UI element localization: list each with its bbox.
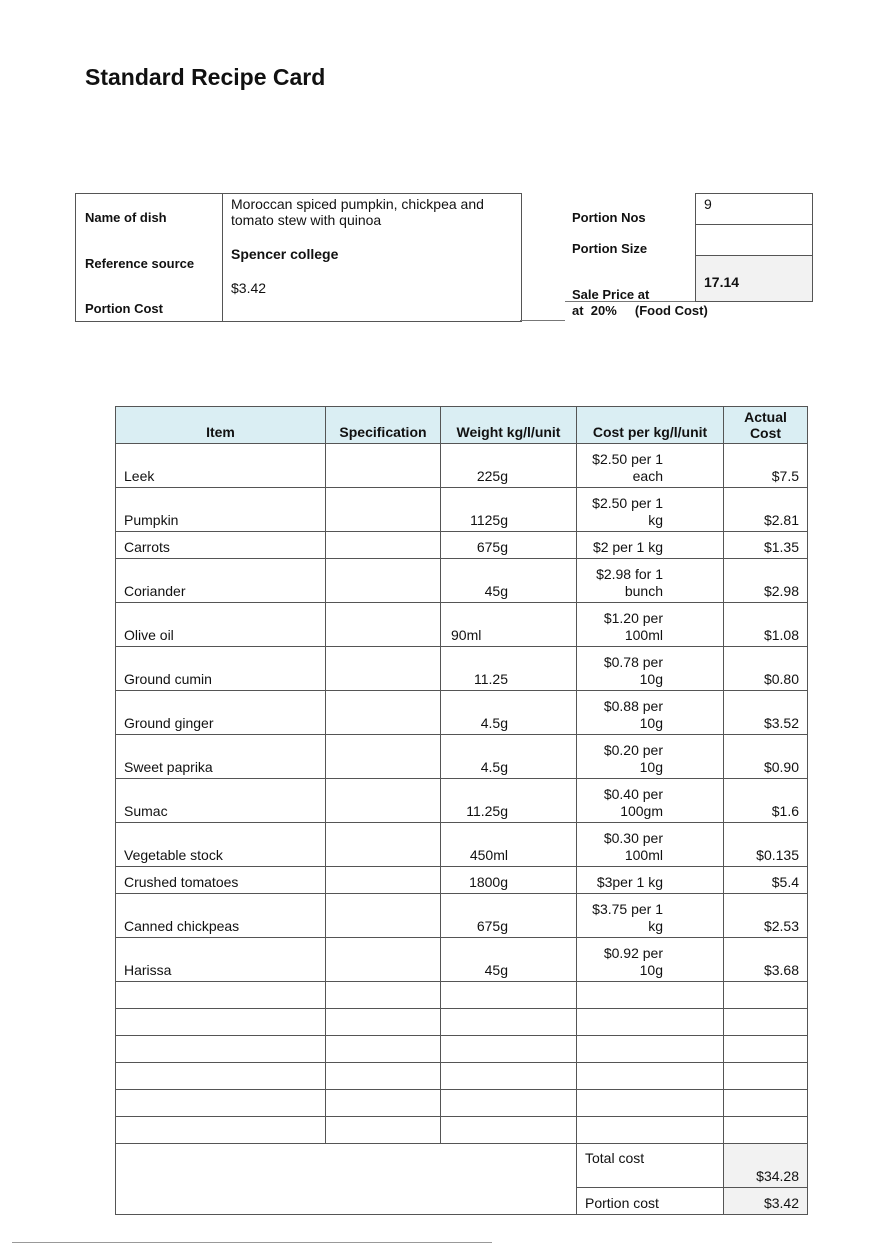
total-cost-value: $34.28	[724, 1144, 808, 1188]
empty-table-row	[116, 1117, 808, 1144]
item-cell: Vegetable stock	[116, 823, 326, 867]
table-row	[116, 559, 808, 603]
cost-line: $3.75 per 1	[592, 901, 663, 917]
name-of-dish-value: Moroccan spiced pumpkin, chickpea and tomato stew with quinoa	[231, 196, 484, 228]
item-cell: Sumac	[116, 779, 326, 823]
empty-cell	[116, 1090, 326, 1117]
divider	[222, 193, 223, 322]
specification-cell	[326, 559, 441, 603]
specification-cell	[326, 488, 441, 532]
specification-cell	[326, 894, 441, 938]
cost-per-unit-cell	[577, 532, 724, 559]
empty-cell	[441, 982, 577, 1009]
table-row	[116, 894, 808, 938]
empty-cell	[724, 1009, 808, 1036]
sale-price-value	[695, 255, 813, 302]
item-cell: Canned chickpeas	[116, 894, 326, 938]
empty-table-row	[116, 1090, 808, 1117]
ingredients-table	[115, 406, 808, 1215]
cost-line: 10g	[639, 671, 663, 687]
page-title: Standard Recipe Card	[85, 64, 326, 90]
cost-line: $2.98 for 1	[596, 566, 663, 582]
table-row	[116, 867, 808, 894]
cost-per-unit-cell	[577, 867, 724, 894]
empty-cell	[116, 1117, 326, 1144]
empty-cell	[326, 982, 441, 1009]
empty-cell	[577, 982, 724, 1009]
cost-line: each	[632, 468, 663, 484]
name-of-dish-label: Name of dish	[85, 210, 167, 225]
specification-cell	[326, 532, 441, 559]
table-row	[116, 691, 808, 735]
empty-cell	[577, 1009, 724, 1036]
cost-line: 100gm	[620, 803, 663, 819]
empty-cell	[441, 1117, 577, 1144]
specification-cell	[326, 444, 441, 488]
weight-cell: 225g	[441, 444, 577, 488]
empty-cell	[116, 1063, 326, 1090]
specification-cell	[326, 647, 441, 691]
weight-cell: 675g	[441, 532, 577, 559]
item-cell: Sweet paprika	[116, 735, 326, 779]
empty-table-row	[116, 1009, 808, 1036]
actual-cost-cell: $0.90	[724, 735, 808, 779]
portion-cost-label: Portion cost	[577, 1188, 724, 1215]
actual-cost-cell: $3.52	[724, 691, 808, 735]
item-cell: Pumpkin	[116, 488, 326, 532]
table-row	[116, 938, 808, 982]
empty-cell	[116, 1009, 326, 1036]
cost-line: $0.20 per	[603, 742, 663, 758]
item-cell: Carrots	[116, 532, 326, 559]
sale-price-label: Sale Price at	[572, 287, 650, 302]
empty-cell	[441, 1036, 577, 1063]
cost-per-unit-cell	[577, 444, 724, 488]
empty-cell	[724, 1036, 808, 1063]
cost-line: 100ml	[624, 627, 663, 643]
actual-cost-cell: $1.6	[724, 779, 808, 823]
specification-cell	[326, 867, 441, 894]
cost-line: $0.78 per	[603, 654, 663, 670]
cost-line: 10g	[639, 962, 663, 978]
weight-cell: 45g	[441, 559, 577, 603]
header-weight: Weight kg/l/unit	[441, 407, 577, 444]
total-cost-row	[116, 1144, 808, 1188]
empty-cell	[441, 1063, 577, 1090]
item-cell: Ground cumin	[116, 647, 326, 691]
weight-cell: 450ml	[441, 823, 577, 867]
table-row	[116, 823, 808, 867]
portion-cost-value: $3.42	[724, 1188, 808, 1215]
empty-cell	[724, 1090, 808, 1117]
table-header-row	[116, 407, 808, 444]
cost-line: kg	[648, 918, 663, 934]
empty-cell	[441, 1090, 577, 1117]
cost-line: $2 per 1 kg	[592, 539, 663, 555]
reference-source-value: Spencer college	[231, 246, 339, 262]
empty-cell	[577, 1117, 724, 1144]
divider	[520, 320, 565, 321]
cost-per-unit-cell	[577, 823, 724, 867]
specification-cell	[326, 735, 441, 779]
empty-cell	[724, 982, 808, 1009]
weight-cell: 4.5g	[441, 735, 577, 779]
reference-source-label: Reference source	[85, 256, 195, 271]
portion-nos-text: 9	[704, 196, 712, 212]
cost-line: $2.50 per 1	[592, 451, 663, 467]
total-cost-label: Total cost	[577, 1144, 724, 1188]
cost-line: $0.88 per	[603, 698, 663, 714]
actual-cost-cell: $1.35	[724, 532, 808, 559]
empty-cell	[116, 1036, 326, 1063]
empty-cell	[724, 1063, 808, 1090]
specification-cell	[326, 938, 441, 982]
table-row	[116, 532, 808, 559]
item-cell: Olive oil	[116, 603, 326, 647]
cost-per-unit-cell	[577, 735, 724, 779]
table-row	[116, 647, 808, 691]
cost-line: bunch	[624, 583, 663, 599]
empty-table-row	[116, 1036, 808, 1063]
empty-cell	[326, 1117, 441, 1144]
cost-line: 10g	[639, 759, 663, 775]
weight-cell: 11.25	[441, 647, 577, 691]
empty-cell	[724, 1117, 808, 1144]
cost-per-unit-cell	[577, 894, 724, 938]
table-row	[116, 603, 808, 647]
table-row	[116, 735, 808, 779]
portion-size-label: Portion Size	[572, 241, 648, 256]
actual-cost-cell: $7.5	[724, 444, 808, 488]
empty-cell	[577, 1036, 724, 1063]
weight-cell: 4.5g	[441, 691, 577, 735]
cost-line: $0.40 per	[603, 786, 663, 802]
header-actual-cost: Actual Cost	[724, 407, 808, 444]
empty-cell	[577, 1063, 724, 1090]
item-cell: Ground ginger	[116, 691, 326, 735]
item-cell: Coriander	[116, 559, 326, 603]
cost-line: $3per 1 kg	[596, 874, 663, 890]
cost-per-unit-cell	[577, 779, 724, 823]
item-cell: Crushed tomatoes	[116, 867, 326, 894]
actual-cost-cell: $0.80	[724, 647, 808, 691]
actual-cost-cell: $2.98	[724, 559, 808, 603]
actual-cost-cell: $3.68	[724, 938, 808, 982]
cost-line: 100ml	[624, 847, 663, 863]
cost-line: kg	[648, 512, 663, 528]
header-cost-per-unit: Cost per kg/l/unit	[577, 407, 724, 444]
weight-cell: 1125g	[441, 488, 577, 532]
portion-cost-label: Portion Cost	[85, 301, 163, 316]
table-row	[116, 779, 808, 823]
empty-cell	[116, 982, 326, 1009]
weight-cell: 675g	[441, 894, 577, 938]
actual-cost-cell: $0.135	[724, 823, 808, 867]
specification-cell	[326, 691, 441, 735]
weight-cell: 90ml	[441, 603, 577, 647]
portion-size-value	[695, 224, 813, 256]
cost-per-unit-cell	[577, 603, 724, 647]
cost-line: $0.30 per	[603, 830, 663, 846]
header-specification: Specification	[326, 407, 441, 444]
cost-per-unit-cell	[577, 938, 724, 982]
actual-cost-cell: $1.08	[724, 603, 808, 647]
empty-cell	[326, 1036, 441, 1063]
cost-per-unit-cell	[577, 559, 724, 603]
item-cell: Leek	[116, 444, 326, 488]
cost-per-unit-cell	[577, 488, 724, 532]
empty-table-row	[116, 982, 808, 1009]
empty-cell	[441, 1009, 577, 1036]
summary-blank-cell	[116, 1144, 577, 1215]
sale-price-text: 17.14	[704, 274, 740, 290]
food-cost-note: at 20% (Food Cost)	[572, 303, 708, 318]
table-row	[116, 488, 808, 532]
actual-cost-cell: $5.4	[724, 867, 808, 894]
item-cell: Harissa	[116, 938, 326, 982]
weight-cell: 1800g	[441, 867, 577, 894]
header-item: Item	[116, 407, 326, 444]
divider	[565, 301, 695, 302]
cost-line: $0.92 per	[603, 945, 663, 961]
footer-line	[12, 1242, 492, 1243]
cost-per-unit-cell	[577, 647, 724, 691]
empty-cell	[326, 1090, 441, 1117]
weight-cell: 11.25g	[441, 779, 577, 823]
table-row	[116, 444, 808, 488]
actual-cost-cell: $2.53	[724, 894, 808, 938]
actual-cost-cell: $2.81	[724, 488, 808, 532]
specification-cell	[326, 779, 441, 823]
empty-cell	[326, 1063, 441, 1090]
empty-table-row	[116, 1063, 808, 1090]
cost-line: $1.20 per	[603, 610, 663, 626]
cost-line: 10g	[639, 715, 663, 731]
portion-cost-value: $3.42	[231, 280, 267, 296]
specification-cell	[326, 603, 441, 647]
portion-nos-label: Portion Nos	[572, 210, 646, 225]
empty-cell	[326, 1009, 441, 1036]
weight-cell: 45g	[441, 938, 577, 982]
cost-line: $2.50 per 1	[592, 495, 663, 511]
empty-cell	[577, 1090, 724, 1117]
portion-nos-value	[695, 193, 813, 225]
cost-per-unit-cell	[577, 691, 724, 735]
specification-cell	[326, 823, 441, 867]
